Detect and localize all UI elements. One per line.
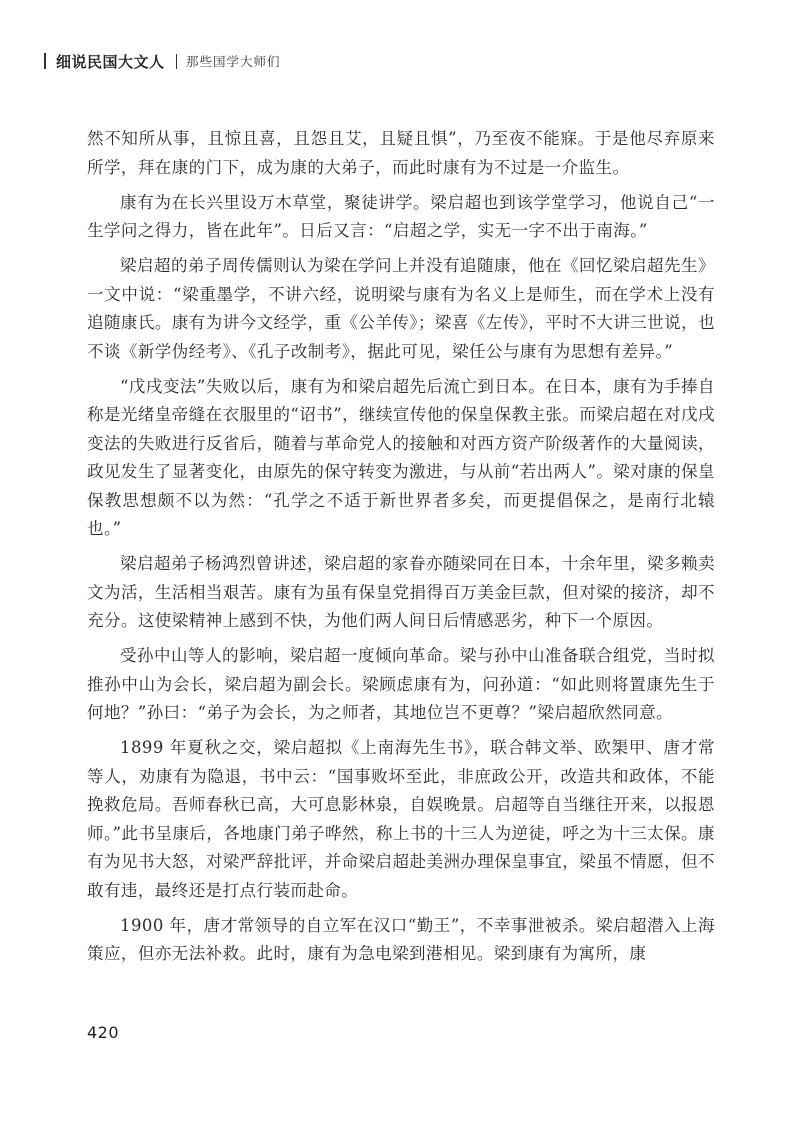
paragraph: 1900 年，唐才常领导的自立军在汉口“勤王”，不幸事泄被杀。梁启超潜入上海策应，但亦无法补救。此时，康有为急电梁到港相见。梁到康有为寓所，康 <box>87 915 715 963</box>
paragraph-continued: 然不知所从事，且惊且喜，且怨且艾，且疑且惧”，乃至夜不能寐。于是他尽弃原来所学，拜在康的门下，成为康的大弟子，而此时康有为不过是一介监生。 <box>87 129 715 177</box>
page-number: 420 <box>87 1023 120 1042</box>
paragraph: 1899 年夏秋之交，梁启超拟《上南海先生书》，联合韩文举、欧榘甲、唐才常等人，劝康有为隐退，书中云：“国事败坏至此，非庶政公开，改造共和政体，不能挽救危局。吾师春秋已高，大可息影林泉，自娱晚景。启超等自当继往开来，以报恩师。”此书呈康后，各地康门弟子哗然，称上书的十三人为逆徒，呼之为十三太保。康有为见书大怒，对梁严辞批评，并命梁启超赴美洲办理保皇事宜，梁虽不情愿，但不敢有违，最终还是打点行装而赴命。 <box>87 738 715 900</box>
paragraph: 康有为在长兴里设万木草堂，聚徒讲学。梁启超也到该学堂学习，他说自己“一生学问之得力，皆在此年”。日后又言：“启超之学，实无一字不出于南海。” <box>87 192 715 240</box>
paragraph: 梁启超的弟子周传儒则认为梁在学问上并没有追随康，他在《回忆梁启超先生》一文中说：“梁重墨学，不讲六经，说明梁与康有为名义上是师生，而在学术上没有追随康氏。康有为讲今文经学，重《公羊传》；梁喜《左传》，平时不大讲三世说，也不谈《新学伪经考》、《孔子改制考》，据此可见，梁任公与康有为思想有差异。” <box>87 256 715 361</box>
paragraph: 梁启超弟子杨鸿烈曾讲述，梁启超的家眷亦随梁同在日本，十余年里，梁多赖卖文为活，生活相当艰苦。康有为虽有保皇党捐得百万美金巨款，但对梁的接济，却不充分。这使梁精神上感到不快，为他们两人间日后情感恶劣，种下一个原因。 <box>87 554 715 630</box>
paragraph: 受孙中山等人的影响，梁启超一度倾向革命。梁与孙中山准备联合组党，当时拟推孙中山为会长，梁启超为副会长。梁顾虑康有为，问孙道：“如此则将置康先生于何地？”孙曰：“弟子为会长，为之师者，其地位岂不更尊？”梁启超欣然同意。 <box>87 646 715 722</box>
page-body <box>87 125 715 975</box>
paragraph: “戊戌变法”失败以后，康有为和梁启超先后流亡到日本。在日本，康有为手捧自称是光绪皇帝缝在衣服里的“诏书”，继续宣传他的保皇保教主张。而梁启超在对戊戌变法的失败进行反省后，随着与革命党人的接触和对西方资产阶级著作的大量阅读，政见发生了显著变化，由原先的保守转变为激进，与从前“若出两人”。梁对康的保皇保教思想颇不以为然：“孔学之不适于新世界者多矣，而更提倡保之，是南行北辕也。” <box>87 376 715 538</box>
header-separator <box>176 54 178 69</box>
running-header <box>44 49 281 73</box>
header-book-title: 细说民国大文人 <box>56 52 165 71</box>
header-left-bar <box>44 53 46 69</box>
header-chapter-title: 那些国学大师们 <box>186 54 281 69</box>
